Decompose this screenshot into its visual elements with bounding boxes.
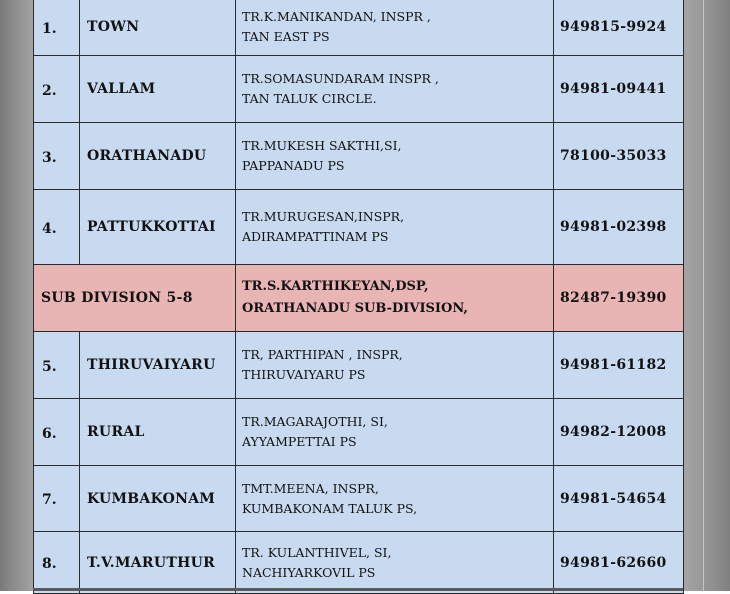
officer-cell <box>236 190 554 265</box>
table-row <box>34 0 684 56</box>
officer-cell <box>236 332 554 399</box>
row-number: 3. <box>34 123 80 190</box>
officer-name: TR.MUKESH SAKTHI,SI, <box>242 138 402 153</box>
officer-cell <box>236 0 554 56</box>
subdivision-officer-cell <box>236 265 554 332</box>
officer-station: TAN TALUK CIRCLE. <box>242 91 377 106</box>
officer-station: NACHIYARKOVIL PS <box>242 564 376 580</box>
officer-name: TMT.MEENA, INSPR, <box>242 480 379 496</box>
officer-name: TR.SOMASUNDARAM INSPR , <box>242 71 439 86</box>
officer-station: THIRUVAIYARU PS <box>242 367 366 382</box>
subdivision-office: ORATHANADU SUB-DIVISION, <box>242 301 468 316</box>
subdivision-phone-number: 82487-19390 <box>554 265 684 332</box>
station-name: T.V.MARUTHUR <box>80 532 236 594</box>
right-margin-frame <box>683 0 730 591</box>
officer-name: TR. KULANTHIVEL, SI, <box>242 544 392 560</box>
table-row <box>34 190 684 265</box>
row-number: 5. <box>34 332 80 399</box>
station-name: PATTUKKOTTAI <box>80 190 236 265</box>
officer-cell <box>236 123 554 190</box>
officer-station: KUMBAKONAM TALUK PS, <box>242 500 418 516</box>
station-name: TOWN <box>80 0 236 56</box>
station-name: RURAL <box>80 399 236 466</box>
page-edge-line <box>703 0 704 591</box>
officer-station: PAPPANADU PS <box>242 158 345 173</box>
officer-name: TR.MAGARAJOTHI, SI, <box>242 414 388 429</box>
subdivision-label: SUB DIVISION 5-8 <box>34 265 236 332</box>
officer-station: AYYAMPETTAI PS <box>242 434 357 449</box>
phone-number: 94981-09441 <box>554 56 684 123</box>
officer-station: ADIRAMPATTINAM PS <box>242 229 389 244</box>
station-name: VALLAM <box>80 56 236 123</box>
officer-cell <box>236 399 554 466</box>
row-number: 7. <box>34 466 80 532</box>
subdivision-officer-name: TR.S.KARTHIKEYAN,DSP, <box>242 279 429 294</box>
officer-cell <box>236 56 554 123</box>
officer-name: TR.MURUGESAN,INSPR, <box>242 209 405 224</box>
row-number: 1. <box>34 0 80 56</box>
phone-number: 94981-62660 <box>554 532 684 594</box>
row-number: 6. <box>34 399 80 466</box>
table-row <box>34 532 684 594</box>
phone-number: 94982-12008 <box>554 399 684 466</box>
row-number: 4. <box>34 190 80 265</box>
officer-cell <box>236 466 554 532</box>
phone-number: 949815-9924 <box>554 0 684 56</box>
phone-number: 78100-35033 <box>554 123 684 190</box>
officer-name: TR, PARTHIPAN , INSPR, <box>242 347 403 362</box>
table-row <box>34 466 684 532</box>
table-row <box>34 56 684 123</box>
row-number: 2. <box>34 56 80 123</box>
subdivision-row <box>34 265 684 332</box>
phone-number: 94981-54654 <box>554 466 684 532</box>
row-number: 8. <box>34 532 80 594</box>
table-row <box>34 399 684 466</box>
officer-cell <box>236 532 554 594</box>
station-name: THIRUVAIYARU <box>80 332 236 399</box>
station-name: ORATHANADU <box>80 123 236 190</box>
phone-number: 94981-02398 <box>554 190 684 265</box>
officer-contact-table <box>33 0 684 594</box>
station-name: KUMBAKONAM <box>80 466 236 532</box>
officer-name: TR.K.MANIKANDAN, INSPR , <box>242 9 431 24</box>
table-row <box>34 123 684 190</box>
officer-station: TAN EAST PS <box>242 29 330 44</box>
phone-number: 94981-61182 <box>554 332 684 399</box>
table-row <box>34 332 684 399</box>
left-margin-frame <box>0 0 33 591</box>
